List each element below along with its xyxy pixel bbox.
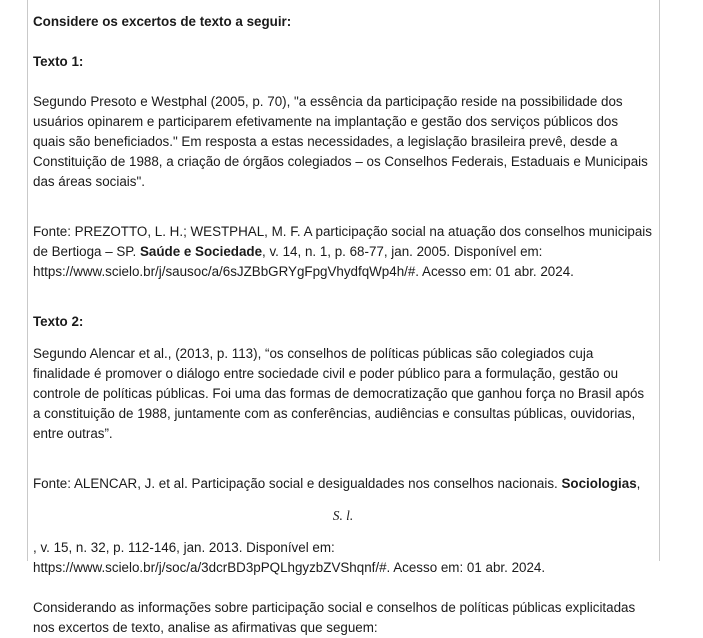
excerpt-2-source-journal: Sociologias <box>561 476 637 491</box>
excerpt-1-source <box>33 222 653 262</box>
excerpt-2-source-place: S. l. <box>332 508 354 523</box>
excerpt-2-source-prefix: Fonte: ALENCAR, J. et al. Participação social e desigualdades nos conselhos nacionais. <box>33 476 562 491</box>
excerpt-1-label: Texto 1: <box>33 54 84 69</box>
excerpt-1-body: Segundo Presoto e Westphal (2005, p. 70), "a essência da participação reside na possibilidade dos usuários opinarem e participarem efetivamente na implantação e gestão dos serviços públicos dos quais são beneficiados." Em resposta a estas necessidades, a legislação brasileira prevê, desde a Constituição de 1988, a criação de órgãos colegiados – os Conselhos Federais, Estaduais e Municipais das áreas sociais". <box>33 94 648 189</box>
gap-after-prompt <box>33 32 653 52</box>
gap-before-closing <box>33 578 653 598</box>
top-spacer <box>33 0 653 12</box>
prompt-heading: Considere os excertos de texto a seguir: <box>33 14 292 29</box>
excerpt-1-source-suffix: , v. 14, n. 1, p. 68-77, jan. 2005. Disponível em: <box>262 244 543 259</box>
excerpt-2-source-url: https://www.scielo.br/j/soc/a/3dcrBD3pPQLhgyzbZVShqnf/#. Acesso em: 01 abr. 2024. <box>33 560 546 575</box>
content-column-right-rule <box>659 0 660 561</box>
excerpt-2-label: Texto 2: <box>33 314 84 329</box>
gap-before-excerpt-2 <box>33 282 653 312</box>
gap-before-place <box>33 494 653 506</box>
excerpt-1-source-journal: Saúde e Sociedade <box>139 244 263 259</box>
gap-after-place <box>33 526 653 538</box>
content-column-left-rule <box>27 0 28 561</box>
excerpt-1-source-url: https://www.scielo.br/j/sausoc/a/6sJZBbGRYgFpgVhydfqWp4h/#. Acesso em: 01 abr. 2024. <box>33 264 574 279</box>
excerpt-2-body: Segundo Alencar et al., (2013, p. 113), “os conselhos de políticas públicas são colegiados cuja finalidade é promover o diálogo entre sociedade civil e poder público para a formulação, gestão ou controle de políticas públicas. Foi uma das formas de democratização que ganhou força no Brasil após a constituição de 1988, juntamente com as conferências, audiências e consultas públicas, ouvidorias, entre outras”. <box>33 346 645 441</box>
question-content <box>33 0 653 638</box>
gap-before-source-1 <box>33 192 653 222</box>
gap-after-excerpt-2-label <box>33 332 653 344</box>
excerpt-2-source <box>33 474 653 494</box>
gap-before-source-2 <box>33 444 653 474</box>
excerpt-2-source-comma: , <box>636 476 641 491</box>
excerpt-1-source-prefix: Fonte: PREZOTTO, L. H.; WESTPHAL, M. F. A participação social na atuação dos conselhos municipais de Bertioga – SP. <box>33 224 652 259</box>
closing-instruction: Considerando as informações sobre participação social e conselhos de políticas públicas explicitadas nos excertos de texto, analise as afirmativas que seguem: <box>33 600 636 635</box>
excerpt-2-source-suffix: , v. 15, n. 32, p. 112-146, jan. 2013. Disponível em: <box>33 540 335 555</box>
gap-after-excerpt-1-label <box>33 72 653 92</box>
